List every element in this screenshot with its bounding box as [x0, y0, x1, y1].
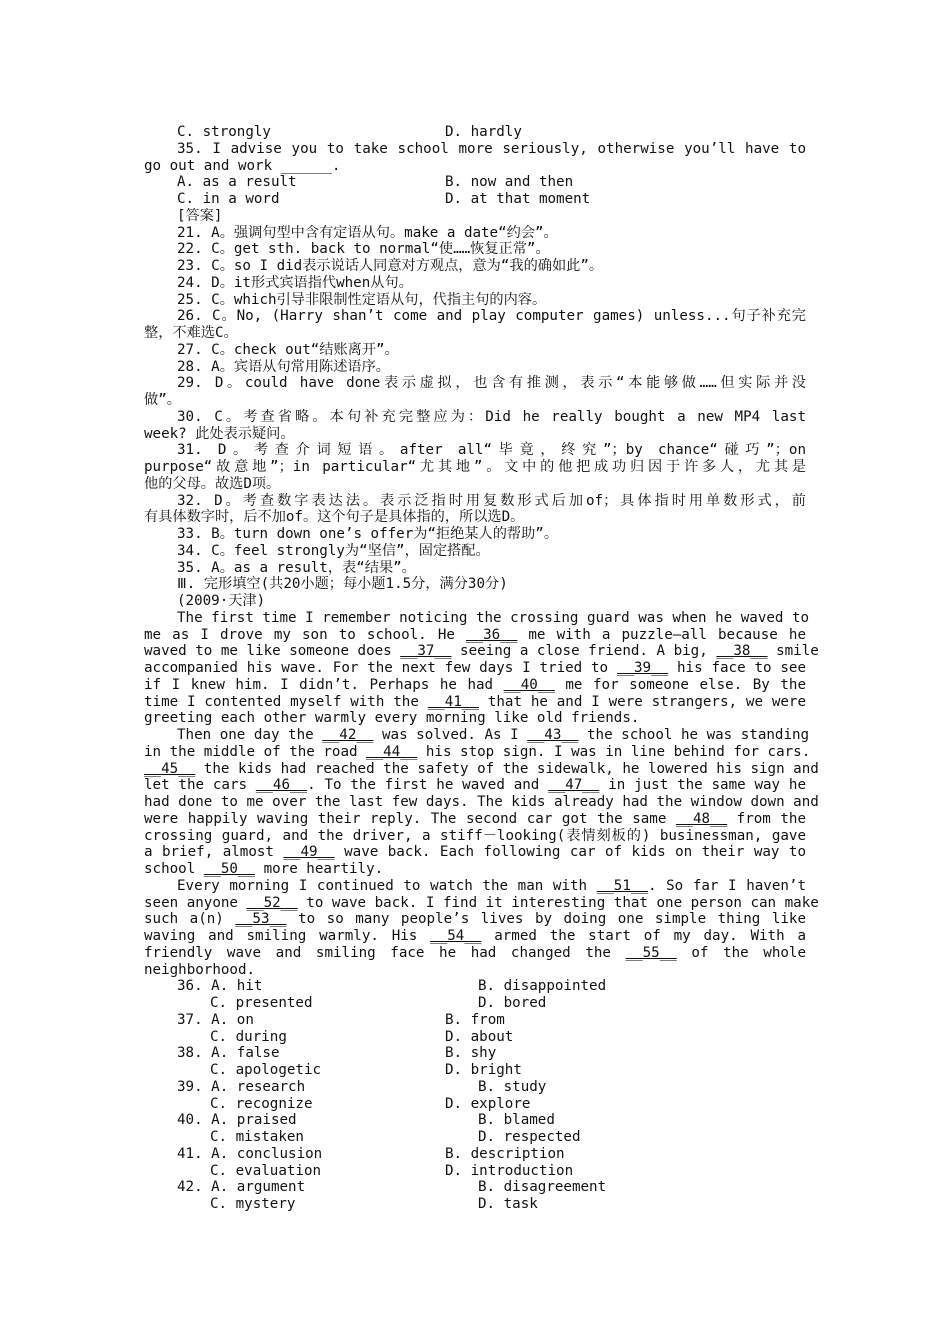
- passage-text: were happily waving their reply. The second car got the same: [144, 810, 676, 827]
- passage-text: in the middle of the road: [144, 743, 367, 760]
- passage-text: . So far I haven’t: [647, 877, 807, 894]
- passage-text: had done to me over the last few days. The kids already had the window down and: [144, 794, 819, 810]
- cloze-blank[interactable]: __50__: [203, 861, 256, 877]
- passage-line: [144, 945, 806, 962]
- passage-text: armed the start of my day. With a: [481, 928, 806, 944]
- option-c[interactable]: C. apologetic: [210, 1062, 322, 1078]
- option-d[interactable]: D. bright: [445, 1062, 522, 1078]
- passage-line: [144, 694, 806, 711]
- option-b[interactable]: B. disagreement: [478, 1179, 607, 1196]
- answer-line: 31. D。考查介词短语。after all“毕竟，终究”；by chance“碰巧”；on: [177, 442, 806, 459]
- passage-line: [144, 894, 819, 912]
- answer-line: 33. B。turn down one’s offer为“拒绝某人的帮助”。: [177, 526, 559, 542]
- option-b: B. now and then: [445, 174, 574, 191]
- passage-text: greeting each other warmly every morning like old friends.: [144, 710, 640, 727]
- option-a[interactable]: 36. A. hit: [177, 978, 263, 995]
- answer-line: 30. C。考查省略。本句补充完整应为：Did he really bought a new MP4 last: [177, 408, 806, 425]
- option-row: [144, 1045, 806, 1062]
- cloze-blank[interactable]: __53__: [235, 911, 287, 928]
- option-row: [144, 1129, 806, 1146]
- option-c: C. in a word: [177, 191, 280, 207]
- answer-line: 22. C。get sth. back to normal“使……恢复正常”。: [177, 241, 550, 258]
- passage-line: [144, 861, 806, 878]
- cloze-options: [144, 978, 806, 1213]
- answer-line: purpose“故意地”；in particular“尤其地”。文中的他把成功归因于许多人，尤其是: [144, 459, 806, 475]
- answer-line: 他的父母。故选D项。: [144, 475, 281, 492]
- passage-text: let the cars: [144, 777, 256, 794]
- option-a: A. as a result: [177, 174, 297, 191]
- option-d: D. hardly: [445, 124, 522, 140]
- passage-text: wave back. Each following car of kids on their way to: [334, 844, 806, 861]
- option-a[interactable]: 37. A. on: [177, 1011, 254, 1028]
- option-row: [144, 1112, 806, 1129]
- option-c[interactable]: C. recognize: [210, 1095, 313, 1112]
- option-d[interactable]: D. explore: [445, 1095, 531, 1112]
- passage-text: Then one day the: [177, 727, 323, 743]
- passage-text: me with a puzzle—all because he: [517, 626, 806, 643]
- passage-text: waving and smiling warmly. His: [144, 928, 431, 944]
- cloze-blank[interactable]: __45__: [144, 760, 196, 777]
- passage-line: [144, 743, 811, 761]
- option-a[interactable]: 38. A. false: [177, 1045, 280, 1062]
- passage-text: to wave back. I find it interesting that one person can make: [297, 894, 819, 911]
- q35-options-ab: [144, 174, 806, 191]
- answer-line: 23. C。so I did表示说话人同意对方观点，意为“我的确如此”。: [177, 258, 604, 274]
- passage-line: [144, 627, 806, 644]
- passage-text: the school he was standing: [578, 727, 810, 743]
- cloze-blank[interactable]: __42__: [322, 727, 374, 743]
- cloze-blank[interactable]: __39__: [616, 660, 669, 676]
- cloze-blank[interactable]: __46__: [255, 777, 308, 794]
- passage-text: school: [144, 861, 204, 877]
- cloze-blank[interactable]: __43__: [527, 727, 579, 743]
- passage-text: friendly wave and smiling face he had changed the: [144, 944, 626, 961]
- cloze-blank[interactable]: __44__: [366, 743, 418, 760]
- passage-line: [144, 794, 819, 811]
- passage-text: to so many people’s lives by doing one simple thing like: [286, 911, 807, 928]
- answer-line: 整，不难选C。: [144, 325, 238, 341]
- option-d[interactable]: D. respected: [478, 1129, 581, 1145]
- option-row: [144, 1179, 806, 1196]
- option-a[interactable]: 42. A. argument: [177, 1179, 306, 1196]
- answer-line: 28. A。宾语从句常用陈述语序。: [177, 358, 390, 375]
- passage-text: his stop sign. I was in line behind for cars.: [417, 743, 811, 760]
- answer-line: 27. C。check out“结账离开”。: [177, 341, 399, 358]
- document-page: [144, 124, 819, 1213]
- answer-line: 有具体数字时，后不加of。这个句子是具体指的，所以选D。: [144, 509, 525, 526]
- option-b[interactable]: B. disappointed: [478, 978, 607, 995]
- passage-text: neighborhood.: [144, 961, 256, 978]
- passage-text: that he and I were strangers, we were: [478, 693, 806, 710]
- passage-text: was solved. As I: [373, 727, 528, 743]
- option-row: [144, 1163, 806, 1180]
- option-d[interactable]: D. bored: [478, 995, 547, 1011]
- passage-text: a brief, almost: [144, 844, 284, 861]
- option-c[interactable]: C. mistaken: [210, 1129, 304, 1145]
- answer-line: week? 此处表示疑问。: [144, 425, 295, 442]
- passage-text: such a(n): [144, 911, 236, 928]
- option-b[interactable]: B. study: [478, 1078, 547, 1095]
- answer-line: 26. C。No, (Harry shan’t come and play computer games) unless...句子补充完: [177, 308, 806, 325]
- cloze-blank[interactable]: __41__: [427, 693, 479, 710]
- cloze-passage: [144, 609, 819, 979]
- answer-line: 25. C。which引导非限制性定语从句，代指主句的内容。: [177, 291, 547, 308]
- option-b[interactable]: B. description: [445, 1145, 565, 1162]
- option-b[interactable]: B. blamed: [478, 1112, 555, 1129]
- cloze-blank[interactable]: __55__: [625, 944, 677, 961]
- cloze-blank[interactable]: __47__: [548, 777, 600, 794]
- option-a[interactable]: 40. A. praised: [177, 1112, 297, 1129]
- cloze-blank[interactable]: __51__: [596, 877, 648, 894]
- answer-line: 29. D。could have done表示虚拟，也含有推测，表示“本能够做……但实际并没: [177, 375, 806, 392]
- answers-heading: [答案]: [177, 207, 223, 224]
- passage-text: Every morning I continued to watch the man with: [177, 877, 597, 894]
- passage-line: [144, 609, 810, 627]
- passage-line: [144, 643, 819, 660]
- passage-line: [144, 727, 810, 744]
- option-d: D. at that moment: [445, 191, 591, 207]
- option-d[interactable]: D. about: [445, 1028, 514, 1045]
- option-row: [144, 1079, 806, 1096]
- cloze-blank[interactable]: __49__: [283, 844, 335, 861]
- passage-line: [144, 677, 806, 694]
- cloze-blank[interactable]: __36__: [466, 626, 518, 643]
- passage-line: [144, 911, 806, 928]
- passage-text: . To the first he waved and: [307, 777, 549, 794]
- passage-text: in just the same way he: [599, 777, 806, 794]
- passage-text: me as I drove my son to school. He: [144, 626, 467, 643]
- cloze-blank[interactable]: __48__: [675, 810, 728, 827]
- option-b[interactable]: B. from: [445, 1011, 505, 1028]
- option-row: [144, 1196, 806, 1213]
- q35-stem: 35. I advise you to take school more seriously, otherwise you’ll have to: [177, 140, 806, 157]
- passage-text: waved to me like someone does: [144, 643, 401, 660]
- passage-text: me for someone else. By the: [554, 676, 806, 693]
- option-row: [144, 1096, 806, 1113]
- passage-text: The first time I remember noticing the crossing guard was when he waved to: [177, 609, 810, 626]
- option-c[interactable]: C. during: [210, 1028, 287, 1045]
- passage-line: [144, 811, 806, 828]
- passage-text: the kids had reached the safety of the sidewalk, he lowered his sign and: [195, 760, 819, 777]
- answer-line: 做”。: [144, 392, 181, 408]
- option-a[interactable]: 41. A. conclusion: [177, 1145, 323, 1162]
- passage-text: smile: [767, 643, 819, 660]
- passage-line: [144, 928, 806, 945]
- option-row: [144, 1012, 806, 1029]
- passage-line: [144, 962, 806, 979]
- option-c[interactable]: C. evaluation: [210, 1162, 322, 1179]
- option-row: [144, 1029, 806, 1046]
- option-row: [144, 978, 806, 995]
- passage-line: [144, 760, 819, 778]
- answer-line: 35. A。as a result，表“结果”。: [177, 559, 416, 576]
- cloze-blank[interactable]: __54__: [430, 928, 482, 944]
- answers-list: [144, 225, 806, 577]
- passage-text: seen anyone: [144, 894, 247, 911]
- q35-options-cd: [144, 191, 806, 208]
- option-row: [144, 1062, 806, 1079]
- passage-text: more heartily.: [255, 861, 384, 877]
- answer-line: 34. C。feel strongly为“坚信”，固定搭配。: [177, 542, 490, 559]
- option-a[interactable]: 39. A. research: [177, 1078, 306, 1095]
- answer-line: 24. D。it形式宾语指代when从句。: [177, 274, 413, 291]
- q34-options-cd: [144, 124, 806, 141]
- passage-line: [144, 844, 806, 861]
- option-d[interactable]: D. task: [478, 1196, 538, 1212]
- passage-text: crossing guard, and the driver, a stiff－looking(表情刻板的) businessman, gave: [144, 827, 806, 844]
- option-c: C. strongly: [177, 124, 271, 140]
- passage-line: [144, 777, 806, 794]
- passage-text: if I knew him. I didn’t. Perhaps he had: [144, 676, 504, 693]
- option-d[interactable]: D. introduction: [445, 1162, 574, 1179]
- passage-text: time I contented myself with the: [144, 693, 428, 710]
- passage-text: from the: [727, 810, 807, 827]
- passage-line: [144, 710, 806, 727]
- passage-line: [144, 878, 806, 895]
- option-row: [144, 1146, 806, 1163]
- option-row: [144, 995, 806, 1012]
- q35-stem-cont: go out and work ______.: [144, 157, 341, 174]
- passage-text: his face to see: [668, 660, 806, 676]
- answer-line: 21. A。强调句型中含有定语从句。make a date“约会”。: [177, 224, 558, 241]
- passage-text: seeing a close friend. A big,: [451, 643, 717, 660]
- answer-line: 32. D。考查数字表达法。表示泛指时用复数形式后加of；具体指时用单数形式，前: [177, 492, 806, 509]
- passage-source: (2009·天津): [177, 593, 266, 609]
- passage-line: [144, 828, 806, 845]
- passage-line: [144, 660, 806, 677]
- passage-text: accompanied his wave. For the next few days I tried to: [144, 660, 617, 676]
- passage-text: of the whole: [676, 944, 806, 961]
- cloze-blank[interactable]: __40__: [503, 676, 555, 693]
- section-title: Ⅲ. 完形填空(共20小题；每小题1.5分，满分30分): [177, 576, 508, 593]
- cloze-blank[interactable]: __37__: [400, 643, 452, 660]
- cloze-blank[interactable]: __52__: [246, 894, 298, 911]
- option-c[interactable]: C. mystery: [210, 1196, 296, 1212]
- option-b[interactable]: B. shy: [445, 1045, 497, 1062]
- cloze-blank[interactable]: __38__: [716, 643, 768, 660]
- option-c[interactable]: C. presented: [210, 995, 313, 1011]
